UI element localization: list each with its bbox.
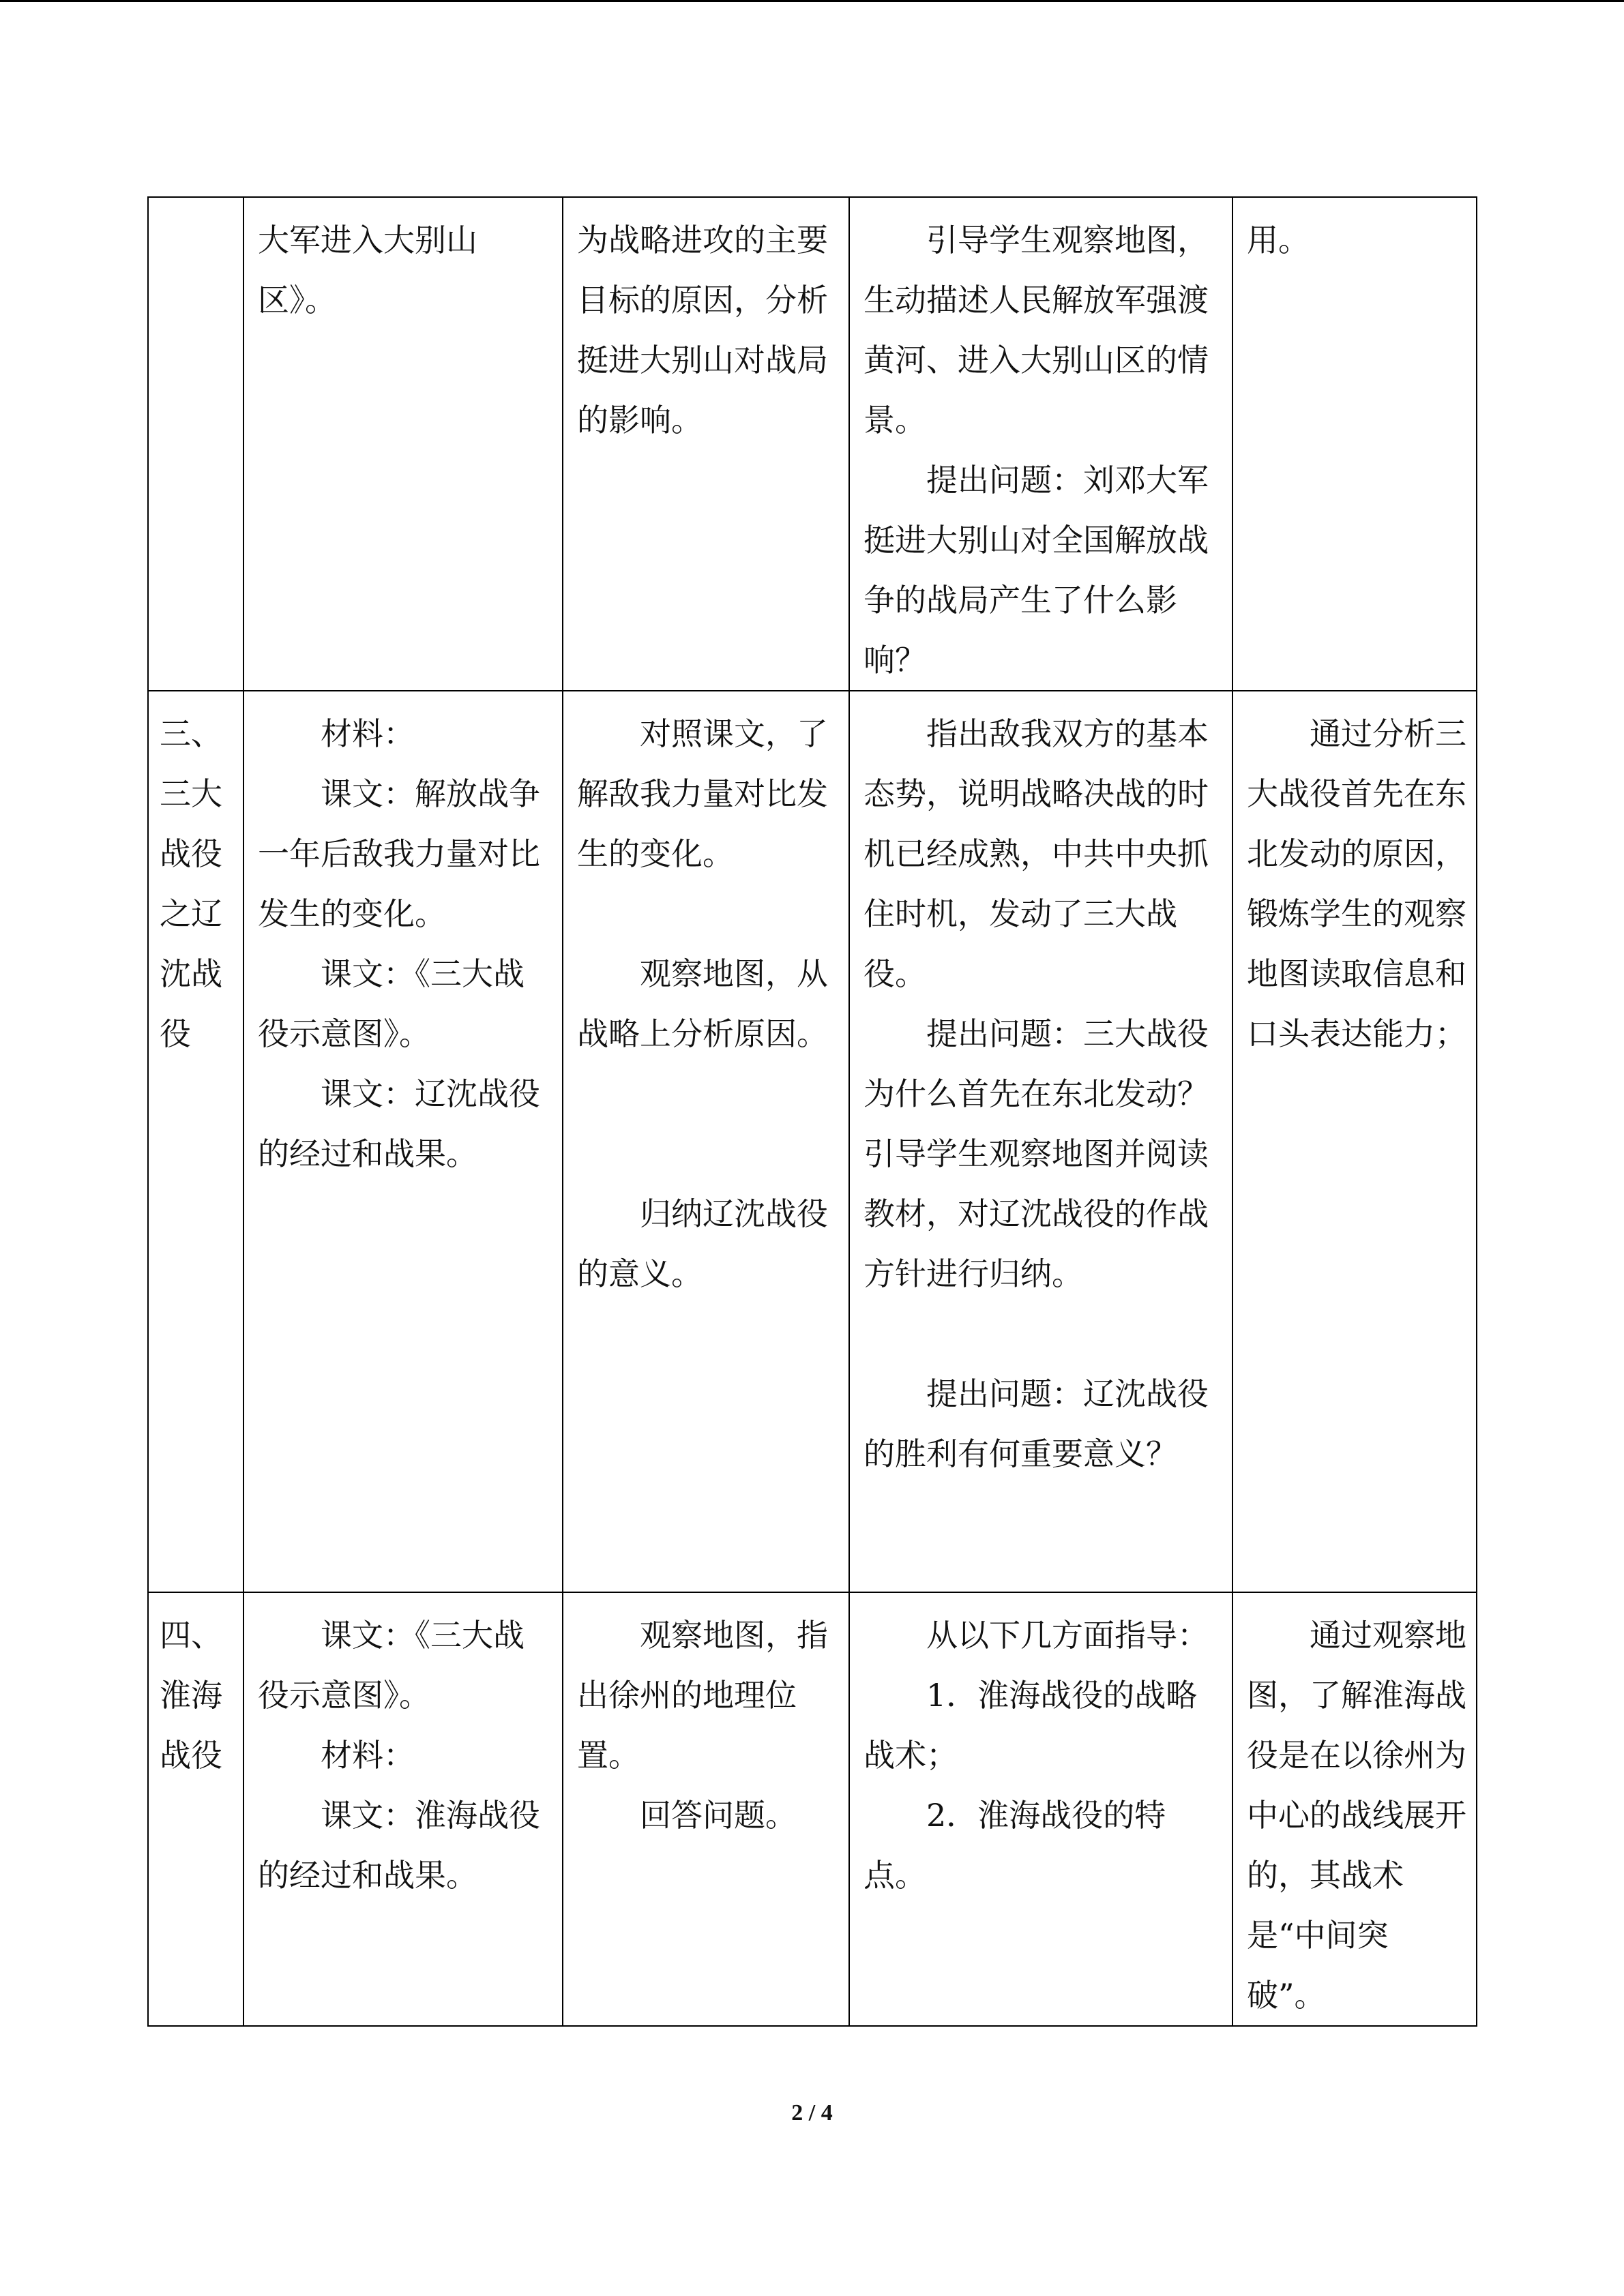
teacher-activity-text: 指出敌我双方的基本态势，说明战略决战的时机已经成熟，中共中央抓住时机，发动了三大战役。 [863,715,1209,992]
table-row [148,691,1477,1592]
stage-cell [148,1592,243,2026]
content-cell [243,197,563,691]
stage-cell [148,691,243,1592]
page-top-border [0,0,1624,2]
teacher-activity-text: 从以下几方面指导： [926,1617,1209,1654]
stage-cell [148,197,243,691]
content-text: 课文：《三大战役示意图》。 [258,955,525,1052]
student-activity-text: 观察地图，指出徐州的地理位置。 [577,1617,828,1774]
stage-text: 四、淮海战役 [160,1617,222,1774]
spacer [577,884,839,944]
content-cell [243,691,563,1592]
content-text: 材料： [321,715,415,752]
content-text: 大军进入大别山区》。 [258,222,477,318]
lesson-plan-table [147,196,1477,2027]
teacher-activity-text: 引导学生观察地图，生动描述人民解放军强渡黄河、进入大别山区的情景。 [863,222,1209,438]
teacher-activity-cell [849,1592,1232,2026]
student-activity-cell [563,197,849,691]
content-text: 课文：淮海战役的经过和战果。 [258,1797,540,1894]
design-intent-cell [1232,691,1477,1592]
content-cell [243,1592,563,2026]
design-intent-text: 通过观察地图，了解淮海战役是在以徐州为中心的战线展开的，其战术是“中间突破”。 [1247,1617,1466,2014]
teacher-activity-text: 提出问题：刘邓大军挺进大别山对全国解放战争的战局产生了什么影响？ [863,462,1209,679]
design-intent-cell [1232,197,1477,691]
table-row [148,1592,1477,2026]
content-text: 课文：《三大战役示意图》。 [258,1617,525,1714]
content-text: 课文：辽沈战役的经过和战果。 [258,1075,540,1172]
design-intent-text: 通过分析三大战役首先在东北发动的原因，锻炼学生的观察地图读取信息和口头表达能力； [1247,715,1466,1052]
teacher-activity-cell [849,691,1232,1592]
design-intent-text: 用。 [1247,222,1310,258]
content-text: 材料： [321,1737,415,1774]
content-text: 课文：解放战争一年后敌我力量对比发生的变化。 [258,775,540,932]
teacher-activity-text: 2．淮海战役的特点。 [863,1797,1166,1894]
student-activity-text: 归纳辽沈战役的意义。 [577,1195,828,1292]
design-intent-cell [1232,1592,1477,2026]
stage-text: 三、三大战役之辽沈战役 [160,715,222,1052]
student-activity-text: 观察地图，从战略上分析原因。 [577,955,828,1052]
page-number: 2 / 4 [791,2100,833,2126]
teacher-activity-text: 1．淮海战役的战略战术； [863,1677,1198,1774]
student-activity-text: 对照课文，了解敌我力量对比发生的变化。 [577,715,828,872]
student-activity-text: 为战略进攻的主要目标的原因，分析挺进大别山对战局的影响。 [577,222,828,438]
spacer [863,1304,1222,1364]
teacher-activity-text: 提出问题：辽沈战役的胜利有何重要意义？ [863,1375,1209,1472]
table-row [148,197,1477,691]
student-activity-cell [563,691,849,1592]
teacher-activity-cell [849,197,1232,691]
teacher-activity-text: 提出问题：三大战役为什么首先在东北发动？引导学生观察地图并阅读教材，对辽沈战役的作战方针进行归纳。 [863,1015,1209,1292]
student-activity-text: 回答问题。 [640,1797,797,1834]
student-activity-cell [563,1592,849,2026]
spacer [577,1064,839,1184]
